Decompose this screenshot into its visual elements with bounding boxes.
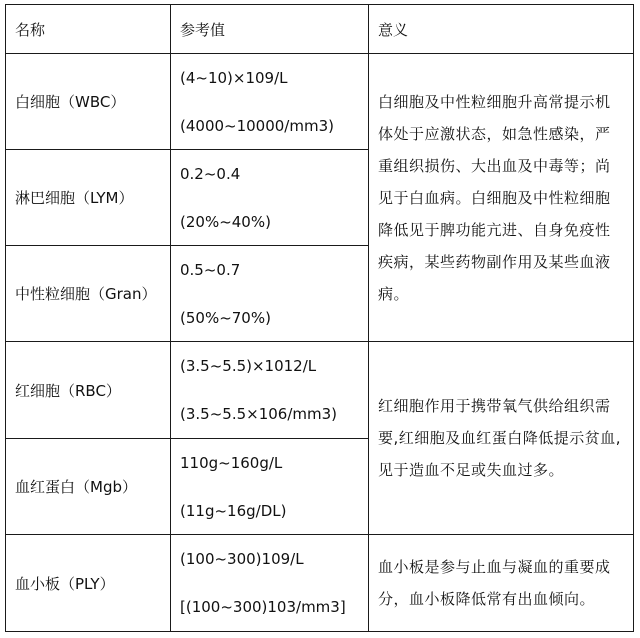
row-values bbox=[171, 150, 369, 246]
value-line: [(100~300)103/mm3] bbox=[180, 598, 346, 616]
value-line: 0.2~0.4 bbox=[180, 164, 241, 183]
meaning-cell: 白细胞及中性粒细胞升高常提示机体处于应激状态，如急性感染，严重组织损伤、大出血及中毒等；尚见于白血病。白细胞及中性粒细胞降低见于脾功能亢进、自身免疫性疾病，某些药物副作用及某些血液病。 bbox=[369, 54, 634, 342]
row-name: 白细胞（WBC） bbox=[6, 54, 171, 150]
value-line: (3.5~5.5×106/mm3) bbox=[180, 405, 338, 423]
value-line: (11g~16g/DL) bbox=[180, 501, 287, 520]
table-row bbox=[6, 535, 634, 632]
value-line: 110g~160g/L bbox=[180, 453, 283, 472]
header-name: 名称 bbox=[6, 5, 171, 54]
row-values bbox=[171, 439, 369, 535]
row-values bbox=[171, 342, 369, 439]
meaning-cell: 血小板是参与止血与凝血的重要成分，血小板降低常有出血倾向。 bbox=[369, 535, 634, 632]
value-line: (3.5~5.5)×1012/L bbox=[180, 357, 317, 375]
row-name: 血红蛋白（Mgb） bbox=[6, 439, 171, 535]
row-values bbox=[171, 535, 369, 632]
value-line: (100~300)109/L bbox=[180, 550, 304, 568]
header-reference-value: 参考值 bbox=[171, 5, 369, 54]
row-name: 红细胞（RBC） bbox=[6, 342, 171, 439]
blood-reference-table bbox=[5, 4, 634, 632]
row-values bbox=[171, 54, 369, 150]
value-line: (50%~70%) bbox=[180, 308, 271, 327]
value-line: 0.5~0.7 bbox=[180, 260, 241, 279]
value-line: (4000~10000/mm3) bbox=[180, 116, 334, 135]
row-values bbox=[171, 246, 369, 342]
table-row bbox=[6, 54, 634, 150]
row-name: 中性粒细胞（Gran） bbox=[6, 246, 171, 342]
value-line: (20%~40%) bbox=[180, 212, 271, 231]
table-row bbox=[6, 342, 634, 439]
header-row bbox=[6, 5, 634, 54]
row-name: 血小板（PLY） bbox=[6, 535, 171, 632]
header-meaning: 意义 bbox=[369, 5, 634, 54]
value-line: (4~10)×109/L bbox=[180, 68, 288, 87]
row-name: 淋巴细胞（LYM） bbox=[6, 150, 171, 246]
meaning-cell: 红细胞作用于携带氧气供给组织需要,红细胞及血红蛋白降低提示贫血,见于造血不足或失血过多。 bbox=[369, 342, 634, 535]
